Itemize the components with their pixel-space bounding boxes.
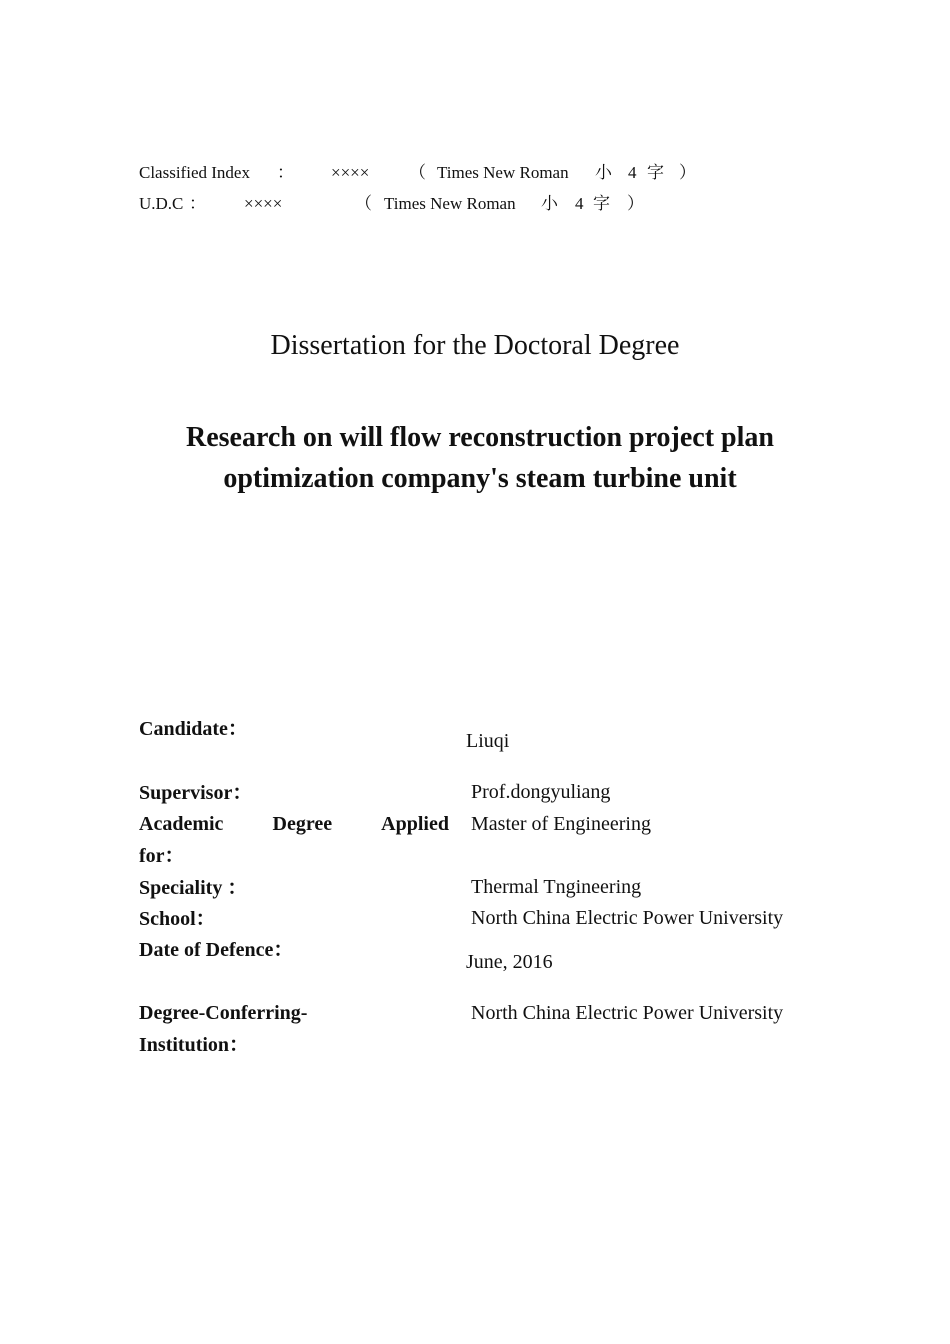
classified-index-note-open: （	[409, 163, 426, 182]
date-of-defence-label: Date of Defence：	[139, 939, 294, 961]
school-value: North China Electric Power University	[471, 907, 784, 929]
degree-conferring-label-line-2: Institution：	[139, 1034, 250, 1056]
dissertation-title	[100, 417, 860, 499]
classified-index-note-size-char: 小	[595, 163, 612, 182]
classified-index-value: ××××	[331, 163, 370, 182]
udc-note-size-char: 小	[541, 194, 558, 213]
classified-index-note-font: Times New Roman	[437, 163, 569, 182]
degree-conferring-value: North China Electric Power University	[471, 1002, 784, 1024]
speciality-label: Speciality ：	[139, 877, 248, 899]
speciality-value: Thermal Tngineering	[471, 876, 642, 898]
classified-index-colon: ：	[277, 163, 294, 182]
academic-degree-label-word-3: Applied	[381, 813, 449, 835]
supervisor-label: Supervisor：	[139, 782, 253, 804]
udc-note-size-num: 4	[575, 194, 584, 213]
date-of-defence-value: June, 2016	[466, 951, 553, 973]
title-line-1: Research on will flow reconstruction project plan	[186, 422, 774, 453]
udc-note-close: ）	[627, 194, 644, 213]
udc-colon: ：	[189, 194, 206, 213]
academic-degree-label-word-1: Academic	[139, 813, 224, 835]
degree-conferring-label-line-1: Degree-Conferring-	[139, 1002, 308, 1024]
udc-value: ××××	[244, 194, 283, 213]
classified-index-note-close: ）	[679, 163, 696, 182]
candidate-value: Liuqi	[466, 730, 510, 752]
academic-degree-label-word-2: Degree	[272, 813, 333, 835]
supervisor-value: Prof.dongyuliang	[471, 781, 611, 803]
academic-degree-label-line-2: for：	[139, 845, 185, 867]
classified-index-note-size-num: 4	[628, 163, 637, 182]
classified-index-note-zi: 字	[647, 163, 664, 182]
udc-note-font: Times New Roman	[384, 194, 516, 213]
school-label: School：	[139, 908, 216, 930]
candidate-label: Candidate：	[139, 718, 248, 740]
classified-index-label: Classified Index	[139, 163, 250, 182]
title-line-2: optimization company's steam turbine unit	[223, 463, 737, 494]
classified-index-row	[139, 163, 819, 183]
udc-note-open: （	[355, 194, 372, 213]
udc-label: U.D.C	[139, 194, 184, 213]
degree-heading: Dissertation for the Doctoral Degree	[270, 330, 680, 361]
academic-degree-value: Master of Engineering	[471, 813, 651, 835]
academic-degree-label	[139, 808, 449, 840]
udc-note-zi: 字	[593, 194, 610, 213]
udc-row	[139, 194, 819, 214]
